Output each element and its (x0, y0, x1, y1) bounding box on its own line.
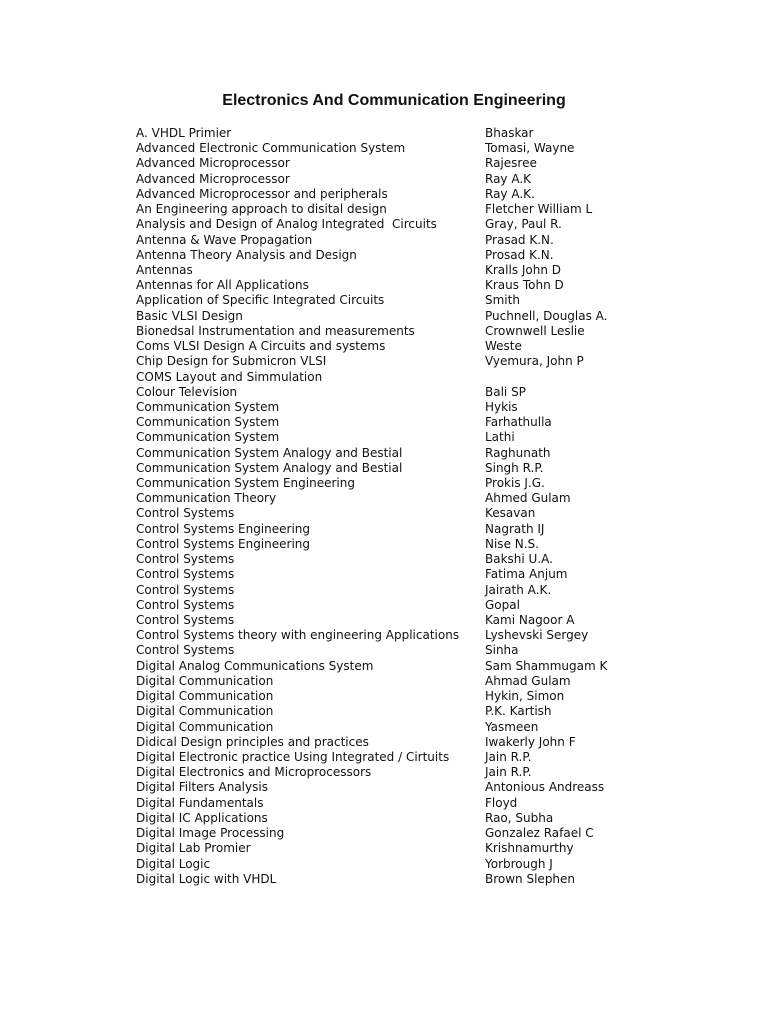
book-title: Communication System Engineering (136, 476, 355, 491)
book-author: Farhathulla (485, 415, 552, 430)
book-title: Control Systems (136, 597, 235, 612)
book-row (136, 583, 736, 598)
book-title: Advanced Microprocessor and peripherals (136, 186, 388, 201)
book-title: Antennas (136, 262, 193, 277)
book-row (136, 293, 736, 308)
book-author: P.K. Kartish (485, 704, 552, 719)
book-title: Coms VLSI Design A Circuits and systems (136, 339, 386, 354)
book-list (136, 126, 736, 887)
book-title: Antenna & Wave Propagation (136, 232, 313, 247)
book-author: Hykis (485, 399, 518, 414)
book-row (136, 461, 736, 476)
book-row (136, 628, 736, 643)
book-author: Lathi (485, 430, 515, 445)
book-row (136, 765, 736, 780)
book-row (136, 248, 736, 263)
book-author: Bhaskar (485, 126, 534, 140)
book-title: Communication System (136, 430, 280, 445)
book-author: Bakshi U.A. (485, 552, 553, 567)
book-row (136, 567, 736, 582)
book-title: Digital IC Applications (136, 810, 268, 825)
book-row (136, 415, 736, 430)
book-author: Crownwell Leslie (485, 323, 585, 338)
book-author: Gopal (485, 597, 520, 612)
book-author: Kami Nagoor A (485, 613, 575, 627)
book-title: Digital Logic (136, 856, 211, 871)
book-title: Digital Communication (136, 704, 274, 719)
book-row (136, 339, 736, 354)
book-row (136, 309, 736, 324)
book-title: Communication System (136, 399, 280, 414)
book-title: Chip Design for Submicron VLSI (136, 354, 327, 369)
book-author: Rao, Subha (485, 810, 554, 825)
book-row (136, 643, 736, 658)
book-author: Tomasi, Wayne (485, 141, 575, 156)
book-row (136, 476, 736, 491)
book-row (136, 598, 736, 613)
book-title: Communication Theory (136, 491, 277, 506)
book-title: Control Systems (136, 613, 235, 627)
book-author: Gray, Paul R. (485, 217, 562, 232)
book-author: Jain R.P. (485, 749, 532, 764)
book-row (136, 796, 736, 811)
book-row (136, 370, 736, 385)
book-author: Sam Shammugam K (485, 658, 608, 673)
book-row (136, 324, 736, 339)
book-title: Digital Image Processing (136, 826, 285, 841)
book-title: Antenna Theory Analysis and Design (136, 247, 357, 262)
book-row (136, 720, 736, 735)
book-author: Ray A.K (485, 171, 532, 186)
book-title: A. VHDL Primier (136, 126, 232, 140)
book-row (136, 750, 736, 765)
book-row (136, 735, 736, 750)
book-row (136, 841, 736, 856)
book-row (136, 613, 736, 628)
book-author: Kralls John D (485, 262, 562, 277)
book-title: Colour Television (136, 384, 238, 399)
book-author: Floyd (485, 795, 518, 810)
book-author: Nagrath IJ (485, 521, 545, 536)
book-author: Prokis J.G. (485, 476, 545, 491)
book-row (136, 263, 736, 278)
book-row (136, 780, 736, 795)
book-title: Control Systems (136, 552, 235, 567)
book-author: Jairath A.K. (485, 582, 552, 597)
book-row (136, 704, 736, 719)
book-author: Kraus Tohn D (485, 278, 564, 293)
book-author: Ray A.K. (485, 186, 535, 201)
book-title: Bionedsal Instrumentation and measurements (136, 323, 415, 338)
book-author: Krishnamurthy (485, 841, 574, 856)
book-row (136, 156, 736, 171)
book-row (136, 506, 736, 521)
book-title: Digital Communication (136, 673, 274, 688)
book-row (136, 522, 736, 537)
book-title: Application of Specific Integrated Circuits (136, 293, 385, 308)
book-row (136, 552, 736, 567)
book-title: Control Systems (136, 567, 235, 582)
book-row (136, 202, 736, 217)
book-row (136, 233, 736, 248)
book-title: Basic VLSI Design (136, 308, 243, 323)
book-title: Digital Electronics and Microprocessors (136, 765, 372, 780)
book-row (136, 446, 736, 461)
book-row (136, 659, 736, 674)
book-author: Fatima Anjum (485, 567, 568, 582)
book-author: Brown Slephen (485, 871, 576, 886)
book-title: Digital Communication (136, 689, 274, 704)
book-author: Puchnell, Douglas A. (485, 308, 608, 323)
book-title: Didical Design principles and practices (136, 734, 369, 749)
book-title: Control Systems (136, 643, 235, 658)
book-row (136, 857, 736, 872)
book-row (136, 872, 736, 887)
book-row (136, 385, 736, 400)
book-row (136, 689, 736, 704)
book-title: COMS Layout and Simmulation (136, 369, 323, 384)
book-title: Digital Filters Analysis (136, 780, 268, 795)
book-title: Digital Fundamentals (136, 795, 264, 810)
book-title: Advanced Electronic Communication System (136, 141, 406, 156)
book-row (136, 491, 736, 506)
book-title: Communication System Analogy and Bestial (136, 460, 403, 475)
book-author: Gonzalez Rafael C (485, 826, 594, 841)
book-author: Hykin, Simon (485, 689, 565, 704)
book-title: Analysis and Design of Analog Integrated Circuits (136, 217, 437, 232)
book-author: Smith (485, 293, 520, 308)
book-title: Control Systems (136, 582, 235, 597)
book-author: Singh R.P. (485, 460, 544, 475)
book-author: Antonious Andreass (485, 780, 605, 795)
book-row (136, 674, 736, 689)
book-title: Communication System (136, 415, 280, 430)
book-title: Control Systems Engineering (136, 536, 311, 551)
book-title: An Engineering approach to disital design (136, 202, 387, 217)
book-title: Digital Communication (136, 719, 274, 734)
book-row (136, 126, 736, 141)
book-row (136, 400, 736, 415)
book-author: Lyshevski Sergey (485, 628, 589, 643)
book-author: Prosad K.N. (485, 247, 554, 262)
book-author: Yasmeen (485, 719, 539, 734)
book-row (136, 187, 736, 202)
book-title: Control Systems theory with engineering Applications (136, 628, 460, 643)
book-author: Ahmed Gulam (485, 491, 571, 506)
book-title: Control Systems Engineering (136, 521, 311, 536)
book-row (136, 430, 736, 445)
book-title: Communication System Analogy and Bestial (136, 445, 403, 460)
book-row (136, 826, 736, 841)
book-author: Iwakerly John F (485, 734, 576, 749)
book-author: Raghunath (485, 445, 551, 460)
book-title: Advanced Microprocessor (136, 156, 290, 171)
book-author: Bali SP (485, 384, 526, 399)
book-row (136, 811, 736, 826)
book-row (136, 217, 736, 232)
book-title: Digital Logic with VHDL (136, 871, 277, 886)
book-author: Jain R.P. (485, 765, 532, 780)
book-title: Digital Electronic practice Using Integrated / Cirtuits (136, 749, 450, 764)
book-title: Digital Lab Promier (136, 841, 251, 856)
book-author: Kesavan (485, 506, 536, 521)
book-row (136, 537, 736, 552)
book-author: Prasad K.N. (485, 232, 554, 247)
book-author: Rajesree (485, 156, 537, 171)
book-row (136, 354, 736, 369)
book-title: Control Systems (136, 506, 235, 521)
book-author: Weste (485, 339, 522, 354)
book-author: Yorbrough J (485, 856, 553, 871)
book-row (136, 172, 736, 187)
book-title: Advanced Microprocessor (136, 171, 290, 186)
book-author: Sinha (485, 643, 519, 658)
book-author: Vyemura, John P (485, 354, 584, 369)
book-author: Fletcher William L (485, 202, 593, 217)
book-row (136, 278, 736, 293)
book-title: Digital Analog Communications System (136, 658, 374, 673)
book-row (136, 141, 736, 156)
book-author: Nise N.S. (485, 536, 539, 551)
book-title: Antennas for All Applications (136, 278, 309, 293)
book-author: Ahmad Gulam (485, 673, 571, 688)
document-title: Electronics And Communication Engineering (222, 92, 566, 109)
